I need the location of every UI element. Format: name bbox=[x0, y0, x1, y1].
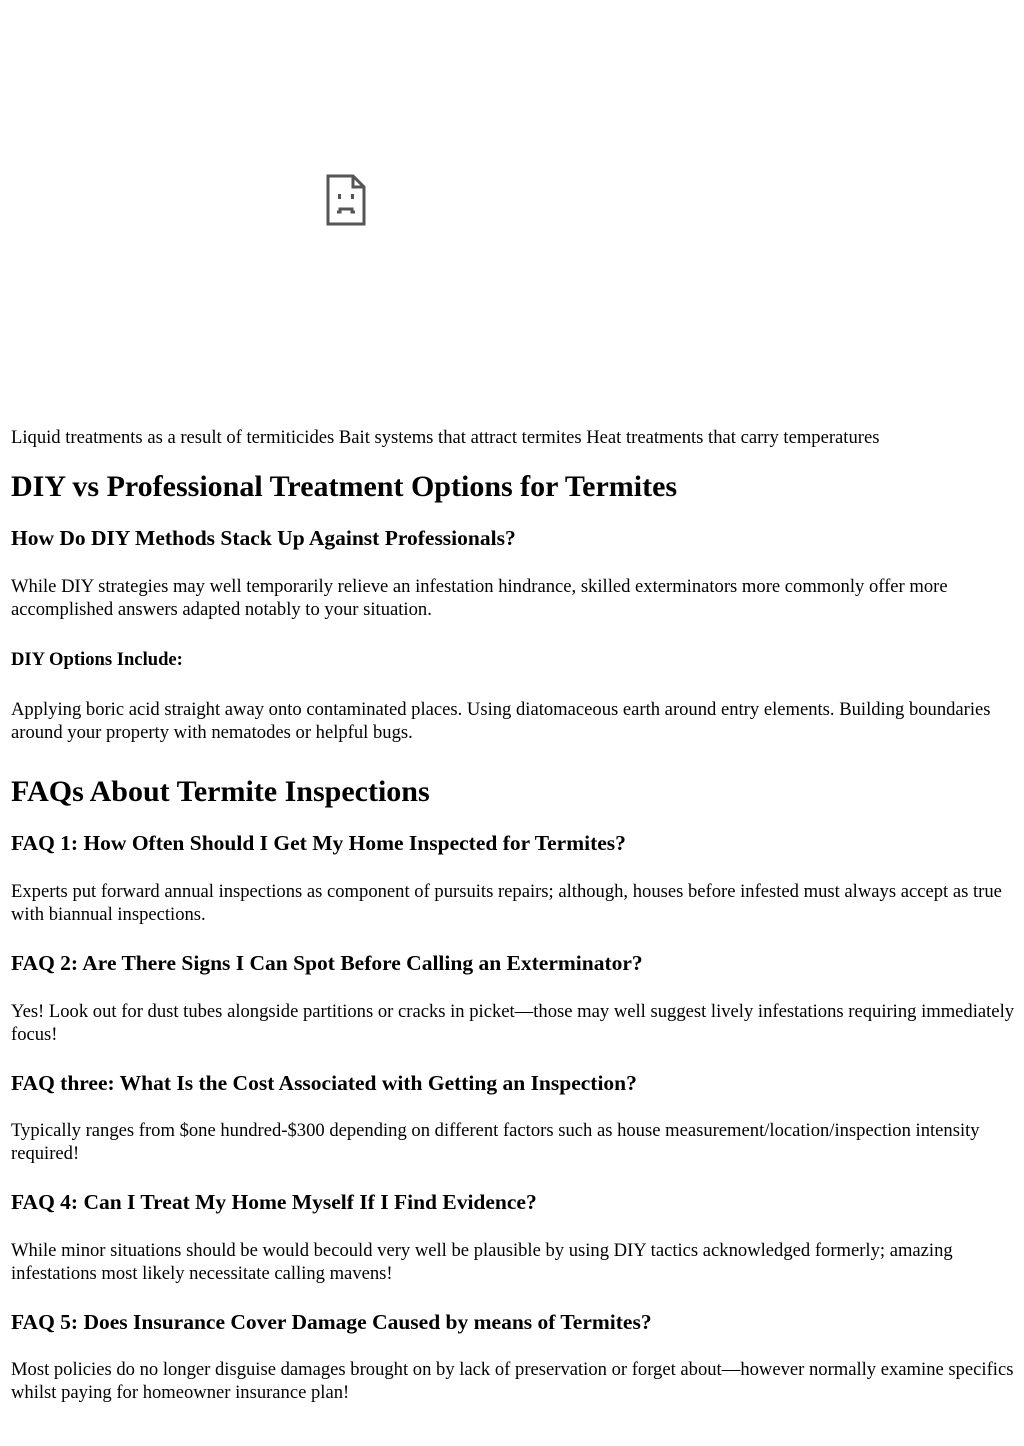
faq-item bbox=[11, 950, 1016, 1046]
section-title-faq: FAQs About Termite Inspections bbox=[11, 775, 430, 808]
intro-paragraph: Liquid treatments as a result of termiticides Bait systems that attract termites Heat treatments that carry temperatures bbox=[11, 427, 880, 448]
diy-options-heading: DIY Options Include: bbox=[11, 649, 183, 670]
faq-question: FAQ 4: Can I Treat My Home Myself If I Find Evidence? bbox=[11, 1190, 537, 1214]
faq-answer: While minor situations should be would becould very well be plausible by using DIY tactics acknowledged formerly; amazing infestations most likely necessitate calling mavens! bbox=[11, 1240, 953, 1284]
faq-item bbox=[11, 1189, 1016, 1285]
faq-item bbox=[11, 1070, 1016, 1165]
broken-image-icon bbox=[326, 174, 366, 226]
faq-question: FAQ 1: How Often Should I Get My Home Inspected for Termites? bbox=[11, 831, 626, 855]
faq-list bbox=[11, 830, 1016, 1404]
diy-options-text: Applying boric acid straight away onto contaminated places. Using diatomaceous earth around entry elements. Building boundaries around your property with nematodes or helpful bugs. bbox=[11, 699, 991, 743]
faq-answer: Experts put forward annual inspections as component of pursuits repairs; although, houses before infested must always accept as true with biannual inspections. bbox=[11, 881, 1002, 925]
faq-answer: Yes! Look out for dust tubes alongside partitions or cracks in picket—those may well suggest lively infestations requiring immediately focus! bbox=[11, 1001, 1015, 1045]
faq-item bbox=[11, 1309, 1016, 1404]
faq-question: FAQ three: What Is the Cost Associated with Getting an Inspection? bbox=[11, 1071, 637, 1095]
faq-question: FAQ 5: Does Insurance Cover Damage Caused by means of Termites? bbox=[11, 1310, 652, 1334]
diy-paragraph: While DIY strategies may well temporarily relieve an infestation hindrance, skilled exterminators more commonly offer more accomplished answers adapted notably to your situation. bbox=[11, 576, 948, 620]
section-subtitle-diy: How Do DIY Methods Stack Up Against Professionals? bbox=[11, 526, 516, 550]
faq-answer: Most policies do no longer disguise damages brought on by lack of preservation or forget about—however normally examine specifics whilst paying for homeowner insurance plan! bbox=[11, 1359, 1014, 1403]
faq-question: FAQ 2: Are There Signs I Can Spot Before Calling an Exterminator? bbox=[11, 951, 643, 975]
faq-answer: Typically ranges from $one hundred-$300 depending on different factors such as house measurement/location/inspection intensity required! bbox=[11, 1120, 980, 1164]
article-content bbox=[11, 426, 1016, 1404]
section-title-diy: DIY vs Professional Treatment Options for Termites bbox=[11, 470, 678, 503]
faq-item bbox=[11, 830, 1016, 926]
